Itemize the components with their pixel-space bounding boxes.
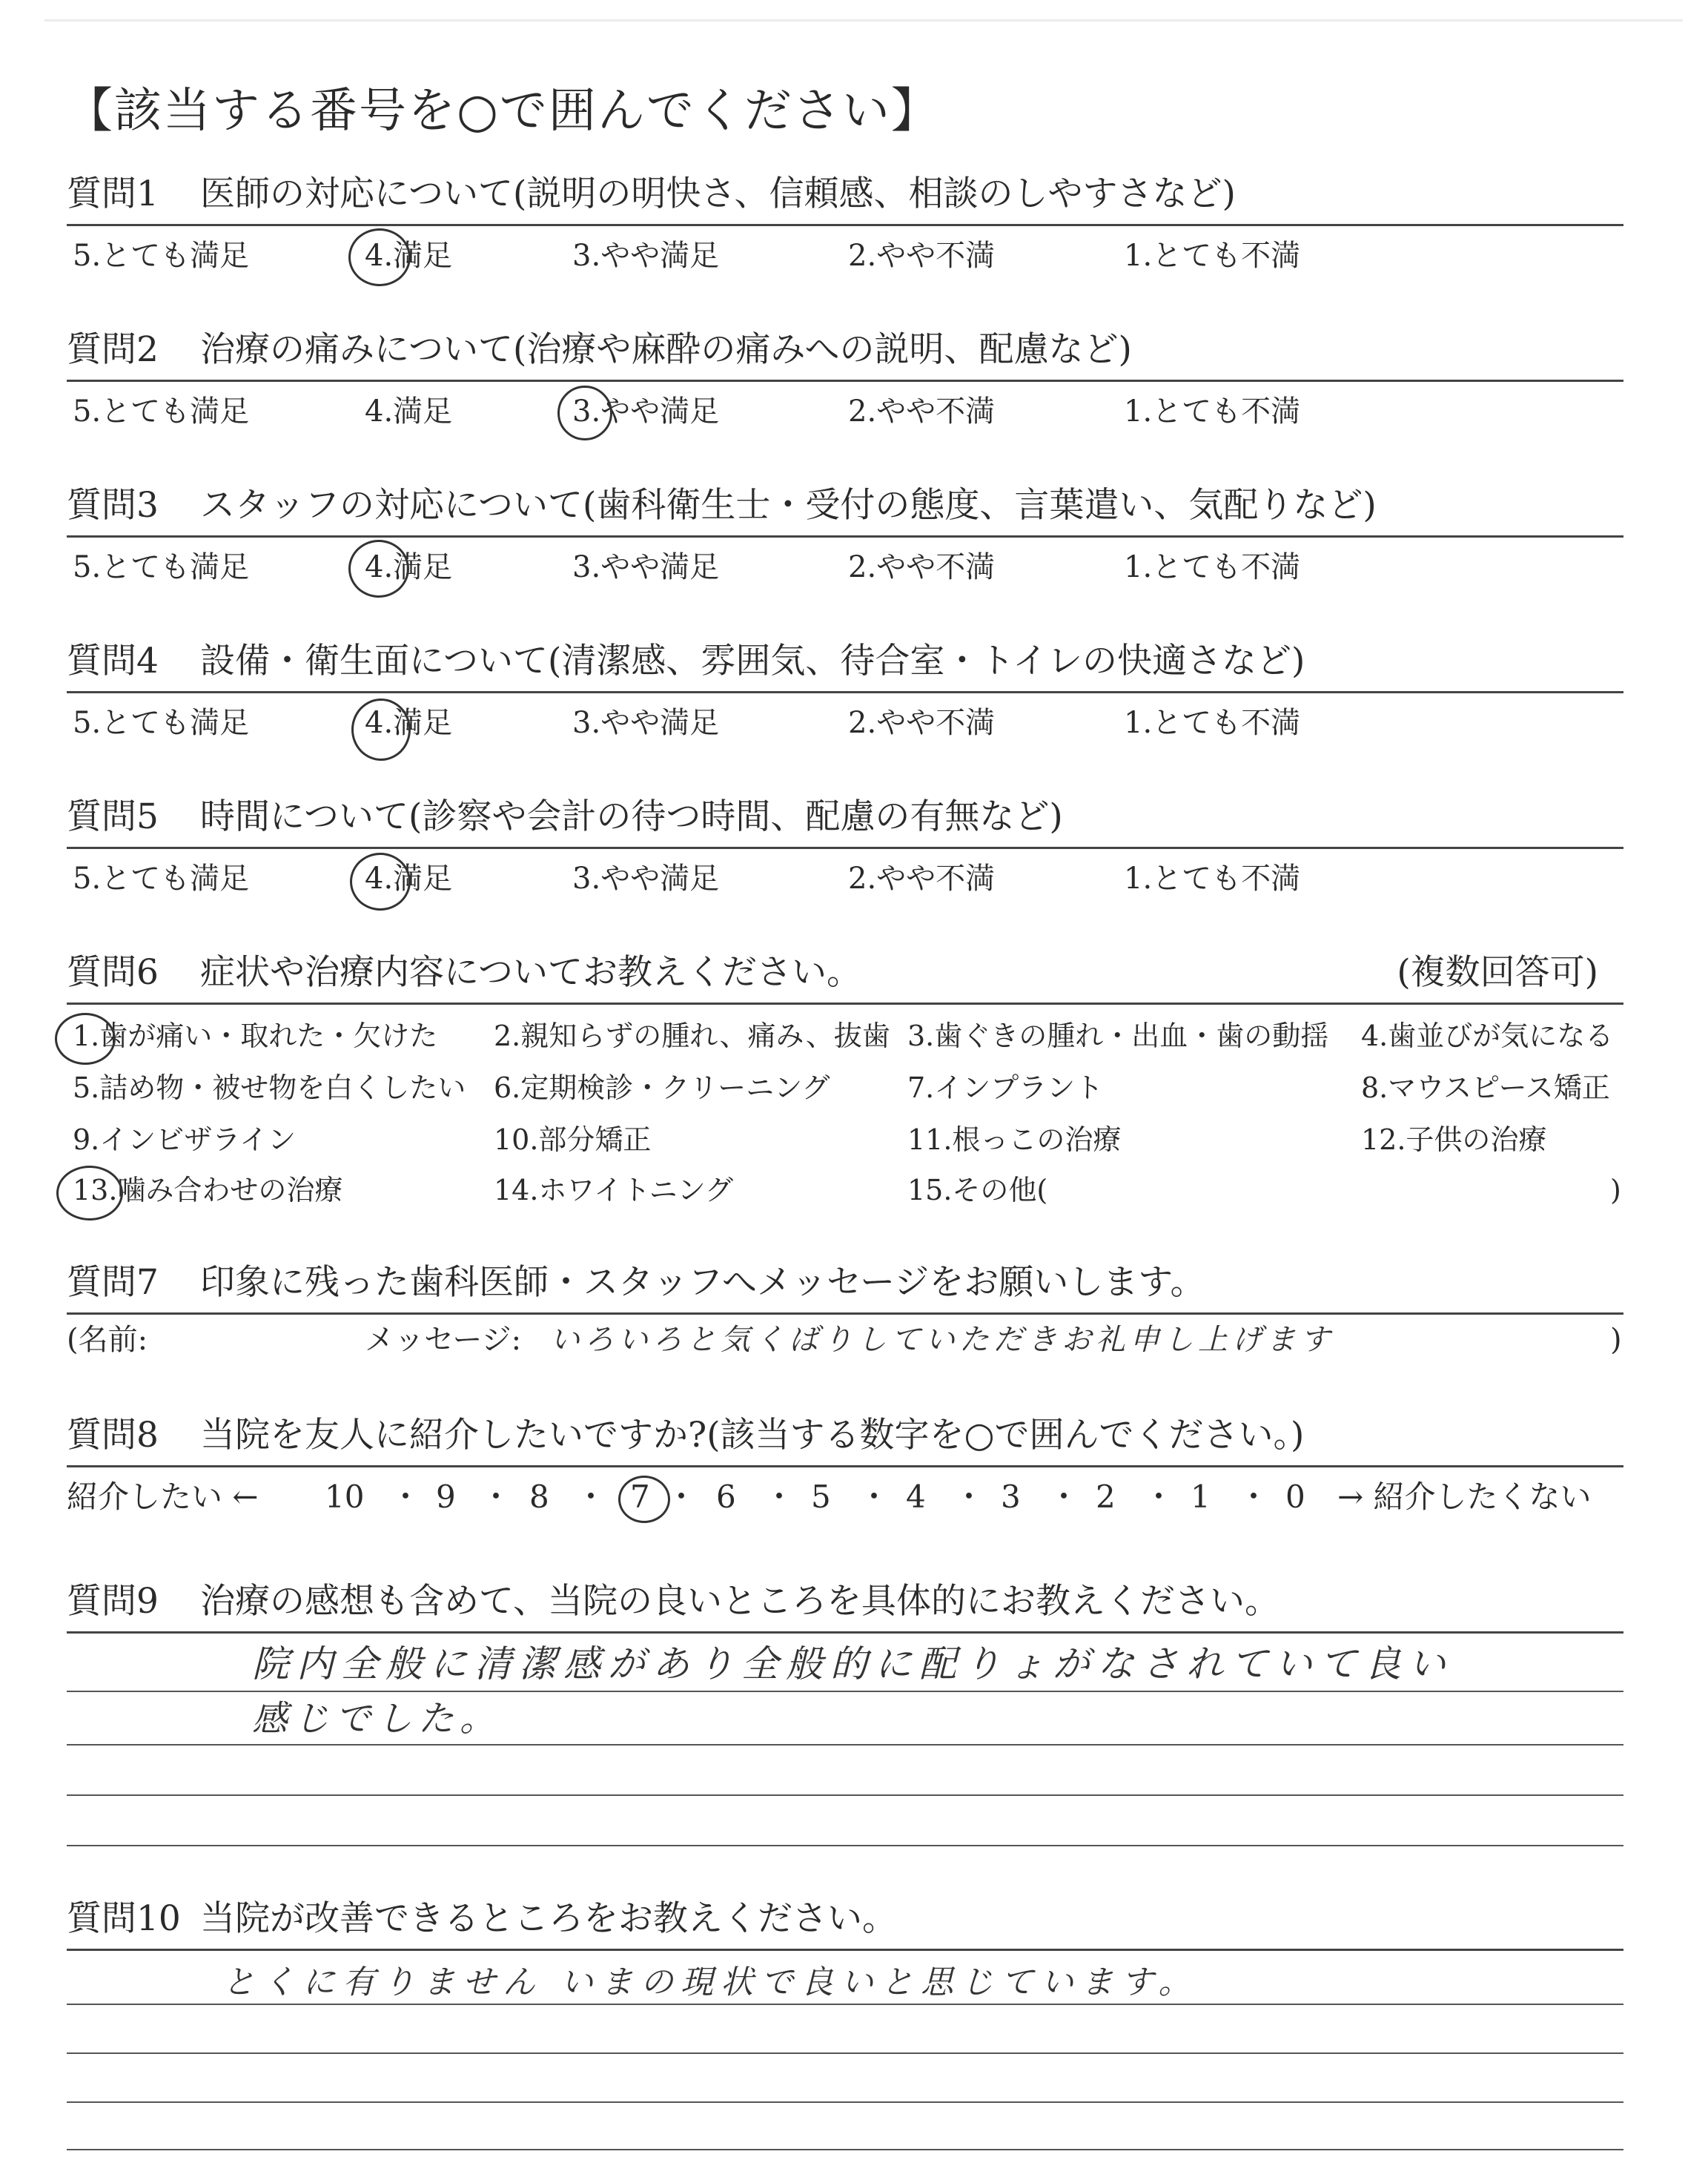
hand-drawn-circle-mark [348, 540, 409, 598]
other-close-paren: ) [1610, 1174, 1621, 1206]
symptom-option-1[interactable]: 1.歯が痛い・取れた・欠けた [73, 1020, 438, 1052]
hand-drawn-circle-mark [618, 1476, 670, 1523]
question-title [67, 1897, 897, 1941]
option-2[interactable]: 2.やや不満 [848, 394, 996, 429]
option-4[interactable]: 4.満足 [365, 550, 453, 584]
option-1[interactable]: 1.とても不満 [1124, 862, 1301, 896]
question-text: 印象に残った歯科医師・スタッフへメッセージをお願いします。 [200, 1262, 1205, 1303]
question-title [67, 795, 1063, 839]
scale-10[interactable]: 10 [325, 1479, 365, 1515]
scale-7[interactable]: 7 [630, 1479, 650, 1515]
symptom-option-15-other[interactable]: 15.その他( [907, 1174, 1048, 1206]
question-underline [67, 691, 1623, 693]
question-title [67, 328, 1132, 372]
question-title [67, 951, 861, 995]
question-underline [67, 1003, 1623, 1005]
symptom-option-3[interactable]: 3.歯ぐきの腫れ・出血・歯の動揺 [907, 1020, 1329, 1052]
symptom-option-6[interactable]: 6.定期検診・クリーニング [494, 1071, 830, 1104]
scale-dot: ・ [953, 1479, 985, 1515]
answer-line [67, 1794, 1623, 1796]
scale-dot: ・ [480, 1479, 512, 1515]
scale-3[interactable]: 3 [1001, 1479, 1021, 1515]
hand-drawn-circle-mark [351, 698, 411, 761]
symptom-option-10[interactable]: 10.部分矯正 [494, 1123, 652, 1156]
question-number: 質問8 [67, 1415, 159, 1456]
question-number: 質問10 [67, 1898, 181, 1939]
question-title [67, 483, 1377, 528]
multiple-answers-note: (複数回答可) [1397, 952, 1598, 993]
scale-dot: ・ [1238, 1479, 1270, 1515]
question-text: 治療の感想も含めて、当院の良いところを具体的にお教えください。 [200, 1581, 1280, 1622]
option-5[interactable]: 5.とても満足 [73, 550, 250, 584]
question-text: 当院を友人に紹介したいですか?(該当する数字を○で囲んでください。) [200, 1415, 1305, 1456]
scale-2[interactable]: 2 [1096, 1479, 1116, 1515]
scale-dot: ・ [858, 1479, 890, 1515]
answer-line [67, 2101, 1623, 2103]
scale-1[interactable]: 1 [1191, 1479, 1211, 1515]
question-text: 医師の対応について(説明の明快さ、信頼感、相談のしやすさなど) [200, 174, 1236, 214]
recommend-right-label: → 紹介したくない [1337, 1479, 1592, 1515]
scale-4[interactable]: 4 [906, 1479, 926, 1515]
scale-5[interactable]: 5 [811, 1479, 831, 1515]
scale-dot: ・ [1048, 1479, 1080, 1515]
handwritten-answer-line-1: 院内全般に清潔感があり全般的に配りょがなされていて良い [252, 1642, 1453, 1685]
option-1[interactable]: 1.とても不満 [1124, 239, 1301, 273]
question-number: 質問2 [67, 329, 159, 370]
question-title [67, 172, 1236, 217]
symptom-option-5[interactable]: 5.詰め物・被せ物を白くしたい [73, 1071, 466, 1104]
option-4[interactable]: 4.満足 [365, 394, 453, 429]
question-number: 質問4 [67, 641, 159, 681]
option-3[interactable]: 3.やや満足 [572, 550, 720, 584]
option-2[interactable]: 2.やや不満 [848, 550, 996, 584]
answer-line [67, 1845, 1623, 1846]
question-title [67, 1579, 1280, 1624]
answer-line [67, 2004, 1623, 2005]
hand-drawn-circle-mark [55, 1013, 116, 1065]
hand-drawn-circle-mark [56, 1166, 123, 1221]
scale-dot: ・ [390, 1479, 422, 1515]
question-title [67, 1261, 1205, 1305]
option-3[interactable]: 3.やや満足 [572, 706, 720, 740]
symptom-option-8[interactable]: 8.マウスピース矯正 [1361, 1071, 1610, 1104]
scale-dot: ・ [666, 1479, 698, 1515]
option-1[interactable]: 1.とても不満 [1124, 394, 1301, 429]
scale-6[interactable]: 6 [716, 1479, 736, 1515]
handwritten-message: いろいろと気くばりしていただきお礼申し上げます [550, 1323, 1334, 1357]
hand-drawn-circle-mark [557, 386, 612, 440]
symptom-option-2[interactable]: 2.親知らずの腫れ、痛み、抜歯 [494, 1020, 890, 1052]
question-underline [67, 1631, 1623, 1634]
symptom-option-9[interactable]: 9.インビザライン [73, 1123, 297, 1156]
answer-line [67, 1691, 1623, 1692]
question-number: 質問5 [67, 796, 159, 837]
option-3[interactable]: 3.やや満足 [572, 862, 720, 896]
handwritten-answer-line-1: とくに有りません いまの現状で良いと思じています。 [222, 1964, 1199, 2001]
option-1[interactable]: 1.とても不満 [1124, 550, 1301, 584]
option-4[interactable]: 4.満足 [365, 239, 453, 273]
question-number: 質問3 [67, 485, 159, 526]
symptom-option-11[interactable]: 11.根っこの治療 [907, 1123, 1122, 1156]
question-title [67, 639, 1305, 684]
option-2[interactable]: 2.やや不満 [848, 862, 996, 896]
question-underline [67, 535, 1623, 538]
answer-line [67, 1744, 1623, 1745]
question-underline [67, 847, 1623, 849]
question-text: スタッフの対応について(歯科衛生士・受付の態度、言葉遣い、気配りなど) [200, 485, 1377, 526]
symptom-option-13[interactable]: 13.噛み合わせの治療 [73, 1174, 343, 1206]
question-number: 質問9 [67, 1581, 159, 1622]
scan-edge-line [44, 19, 1683, 22]
option-2[interactable]: 2.やや不満 [848, 239, 996, 273]
scale-dot: ・ [575, 1479, 607, 1515]
option-4[interactable]: 4.満足 [365, 862, 453, 896]
symptom-option-14[interactable]: 14.ホワイトニング [494, 1174, 734, 1206]
hand-drawn-circle-mark [350, 853, 411, 911]
question-underline [67, 1949, 1623, 1951]
symptom-option-12[interactable]: 12.子供の治療 [1361, 1123, 1547, 1156]
option-1[interactable]: 1.とても不満 [1124, 706, 1301, 740]
scale-0[interactable]: 0 [1285, 1479, 1305, 1515]
scale-8[interactable]: 8 [529, 1479, 549, 1515]
question-underline [67, 224, 1623, 226]
question-text: 治療の痛みについて(治療や麻酔の痛みへの説明、配慮など) [200, 329, 1132, 370]
option-3[interactable]: 3.やや満足 [572, 239, 720, 273]
message-label: メッセージ: [365, 1323, 522, 1357]
option-5[interactable]: 5.とても満足 [73, 862, 250, 896]
instruction-header: 【該当する番号を○で囲んでください】 [65, 84, 940, 139]
option-2[interactable]: 2.やや不満 [848, 706, 996, 740]
option-5[interactable]: 5.とても満足 [73, 239, 250, 273]
question-underline [67, 1312, 1623, 1315]
question-text: 設備・衛生面について(清潔感、雰囲気、待合室・トイレの快適さなど) [200, 641, 1305, 681]
handwritten-answer-line-2: 感じでした。 [252, 1698, 502, 1740]
scale-dot: ・ [764, 1479, 795, 1515]
question-number: 質問1 [67, 174, 159, 214]
question-number: 質問7 [67, 1262, 159, 1303]
recommend-left-label: 紹介したい ← [67, 1479, 259, 1515]
option-5[interactable]: 5.とても満足 [73, 394, 250, 429]
answer-line [67, 2149, 1623, 2150]
question-text: 症状や治療内容についてお教えください。 [200, 952, 862, 993]
symptom-option-4[interactable]: 4.歯並びが気になる [1361, 1020, 1614, 1052]
question-underline [67, 380, 1623, 382]
hand-drawn-circle-mark [348, 228, 411, 286]
option-3[interactable]: 3.やや満足 [572, 394, 720, 429]
question-underline [67, 1465, 1623, 1467]
name-label: (名前: [67, 1323, 148, 1357]
question-number: 質問6 [67, 952, 159, 993]
question-text: 時間について(診察や会計の待つ時間、配慮の有無など) [200, 796, 1063, 837]
question-text: 当院が改善できるところをお教えください。 [200, 1898, 897, 1939]
scale-9[interactable]: 9 [436, 1479, 456, 1515]
option-4[interactable]: 4.満足 [365, 706, 453, 740]
scale-dot: ・ [1143, 1479, 1175, 1515]
answer-line [67, 2052, 1623, 2054]
question-title [67, 1413, 1304, 1458]
option-5[interactable]: 5.とても満足 [73, 706, 250, 740]
symptom-option-7[interactable]: 7.インプラント [907, 1071, 1104, 1104]
message-close-paren: ) [1610, 1323, 1622, 1357]
